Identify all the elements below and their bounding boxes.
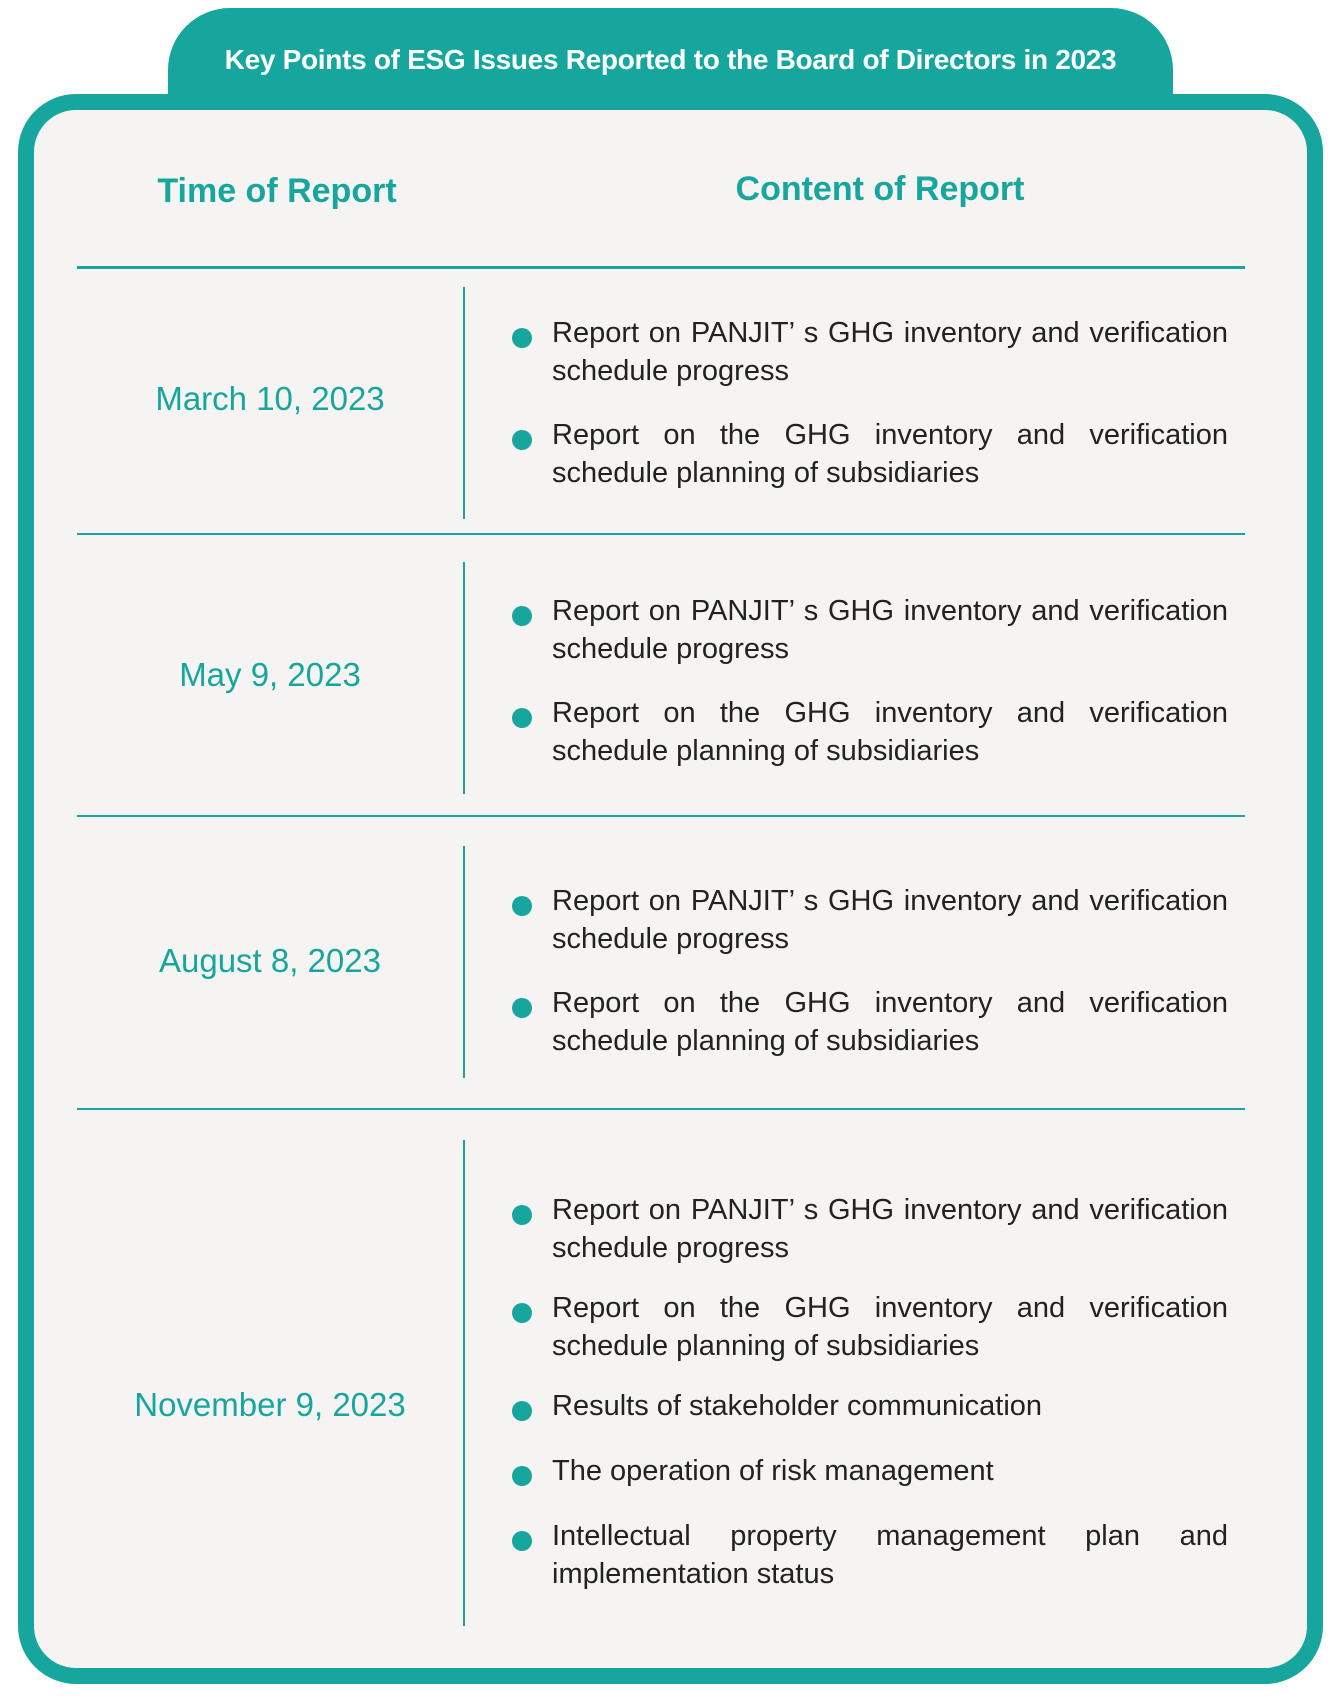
column-divider (463, 1140, 465, 1626)
list-item-text: Report on the GHG inventory and verification schedule planning of subsidiaries (552, 1292, 1228, 1362)
column-divider (463, 562, 465, 794)
list-item (512, 592, 1228, 668)
report-date: November 9, 2023 (134, 1386, 406, 1423)
column-divider (463, 846, 465, 1078)
bullet-icon (512, 430, 532, 450)
row-divider (77, 533, 1245, 535)
list-item-text: Report on the GHG inventory and verification schedule planning of subsidiaries (552, 987, 1228, 1057)
list-item-text: Report on PANJIT’ s GHG inventory and verification schedule progress (552, 595, 1228, 665)
bullet-icon (512, 606, 532, 626)
header-time: Time of Report (157, 172, 397, 210)
row-divider (77, 815, 1245, 817)
header-content: Content of Report (735, 170, 1025, 208)
list-item-text: Report on PANJIT’ s GHG inventory and verification schedule progress (552, 317, 1228, 387)
list-item-text: Report on the GHG inventory and verification schedule planning of subsidiaries (552, 697, 1228, 767)
report-date: August 8, 2023 (158, 942, 381, 979)
list-item-text: Intellectual property management plan and implementation status (552, 1520, 1228, 1590)
list-item (512, 984, 1228, 1060)
bullet-icon (512, 1303, 532, 1323)
list-item-text: Report on PANJIT’ s GHG inventory and verification schedule progress (552, 1194, 1228, 1264)
list-item (512, 1517, 1228, 1593)
bullet-icon (512, 998, 532, 1018)
column-divider (463, 287, 465, 519)
report-date: May 9, 2023 (179, 656, 361, 693)
bullet-icon (512, 1205, 532, 1225)
report-content-list (512, 592, 1228, 770)
list-item (512, 1191, 1228, 1267)
page-title: Key Points of ESG Issues Reported to the Board of Directors in 2023 (224, 44, 1117, 75)
list-item-text: Results of stakeholder communication (552, 1390, 1043, 1422)
list-item-text: Report on PANJIT’ s GHG inventory and verification schedule progress (552, 885, 1228, 955)
bullet-icon (512, 1466, 532, 1486)
report-content-list (512, 1191, 1228, 1593)
bullet-icon (512, 1531, 532, 1551)
bullet-icon (512, 896, 532, 916)
report-content-list (512, 314, 1228, 492)
bullet-icon (512, 1401, 532, 1421)
header-divider (77, 266, 1245, 269)
list-item-text: Report on the GHG inventory and verification schedule planning of subsidiaries (552, 419, 1228, 489)
row-divider (77, 1108, 1245, 1110)
list-item (512, 882, 1228, 958)
list-item (512, 416, 1228, 492)
list-item-text: The operation of risk management (552, 1455, 994, 1487)
report-date: March 10, 2023 (155, 380, 385, 417)
list-item (512, 1289, 1228, 1365)
bullet-icon (512, 328, 532, 348)
list-item (512, 1387, 1228, 1425)
list-item (512, 314, 1228, 390)
report-content-list (512, 882, 1228, 1060)
list-item (512, 694, 1228, 770)
bullet-icon (512, 708, 532, 728)
list-item (512, 1452, 1228, 1490)
